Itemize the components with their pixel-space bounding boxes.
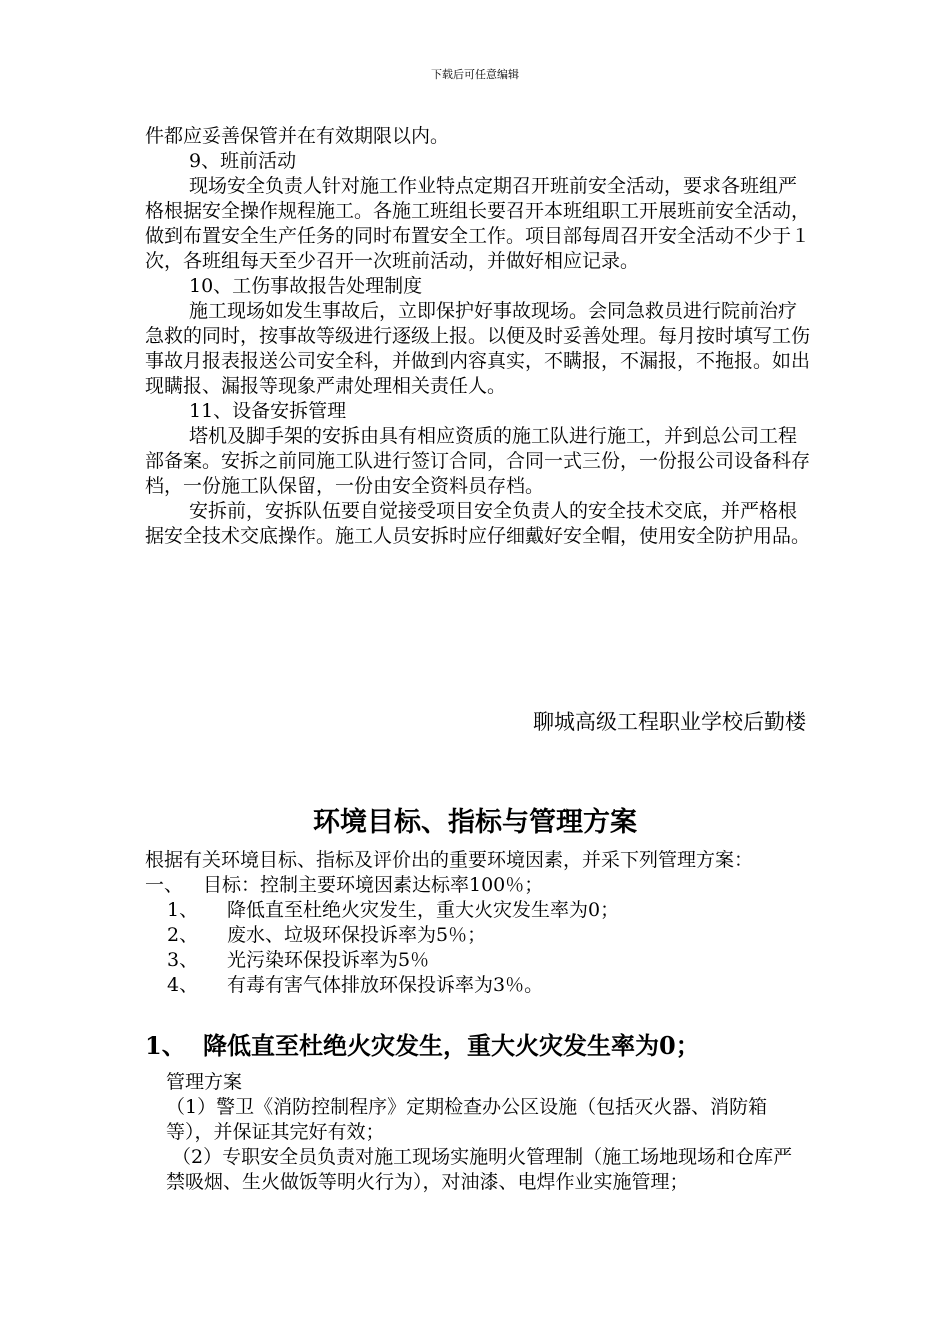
list-item [145,973,810,998]
section-heading-11: 11、设备安拆管理 [189,400,347,422]
environment-goals [145,848,810,998]
section-heading [145,1030,700,1062]
list-number: 4、 [167,974,199,996]
paragraph: 安拆前，安拆队伍要自觉接受项目安全负责人的安全技术交底，并严格根据安全技术交底操作。施工人员安拆时应仔细戴好安全帽，使用安全防护用品。 [145,500,811,547]
list-number: 2、 [167,924,199,946]
section-number: 1、 [145,1031,186,1060]
list-number: 3、 [167,949,199,971]
signature: 聊城高级工程职业学校后勤楼 [533,710,806,734]
plan-label: 管理方案 [166,1071,243,1093]
section-heading-text: 降低直至杜绝火灾发生，重大火灾发生率为0； [203,1031,700,1060]
paragraph: 件都应妥善保管并在有效期限以内。 [145,125,450,147]
list-number: 1、 [167,899,199,921]
safety-rules-text [145,124,810,549]
list-text: 废水、垃圾环保投诉率为5％； [227,924,487,946]
list-item [145,898,810,923]
goal-text: 目标：控制主要环境因素达标率100％； [203,874,544,896]
paragraph: 现场安全负责人针对施工作业特点定期召开班前安全活动，要求各班组严格根据安全操作规程施工。各施工班组长要召开本班组职工开展班前安全活动，做到布置安全生产任务的同时布置安全工作。项目部每周召开安全活动不少于１次，各班组每天至少召开一次班前活动，并做好相应记录。 [145,175,811,272]
list-text: 有毒有害气体排放环保投诉率为3％。 [227,974,544,996]
goal-line [145,873,810,898]
goal-number: 一、 [145,874,184,896]
page-header: 下载后可任意编辑 [431,68,519,81]
section-heading-9: 9、班前活动 [189,150,297,172]
plan-item: （1）警卫《消防控制程序》定期检查办公区设施（包括灭火器、消防箱等），并保证其完好有效； [166,1096,768,1143]
list-item [145,923,810,948]
list-text: 降低直至杜绝火灾发生，重大火灾发生率为0； [227,899,620,921]
section-heading-10: 10、工伤事故报告处理制度 [189,275,423,297]
intro-paragraph: 根据有关环境目标、指标及评价出的重要环境因素，并采下列管理方案： [145,849,754,871]
plan-item: （2）专职安全员负责对施工现场实施明火管理制（施工场地现场和仓库严禁吸烟、生火做饭等明火行为），对油漆、电焊作业实施管理； [166,1146,793,1193]
paragraph: 施工现场如发生事故后，立即保护好事故现场。会同急救员进行院前治疗急救的同时，按事故等级进行逐级上报。以便及时妥善处理。每月按时填写工伤事故月报表报送公司安全科，并做到内容真实，不瞒报，不漏报，不拖报。如出现瞒报、漏报等现象严肃处理相关责任人。 [145,300,811,397]
list-text: 光污染环保投诉率为5％ [227,949,430,971]
management-plan [166,1070,811,1195]
paragraph: 塔机及脚手架的安拆由具有相应资质的施工队进行施工，并到总公司工程部备案。安拆之前同施工队进行签订合同，合同一式三份，一份报公司设备科存档，一份施工队保留，一份由安全资料员存档。 [145,425,811,497]
list-item [145,948,810,973]
document-title: 环境目标、指标与管理方案 [313,807,637,838]
